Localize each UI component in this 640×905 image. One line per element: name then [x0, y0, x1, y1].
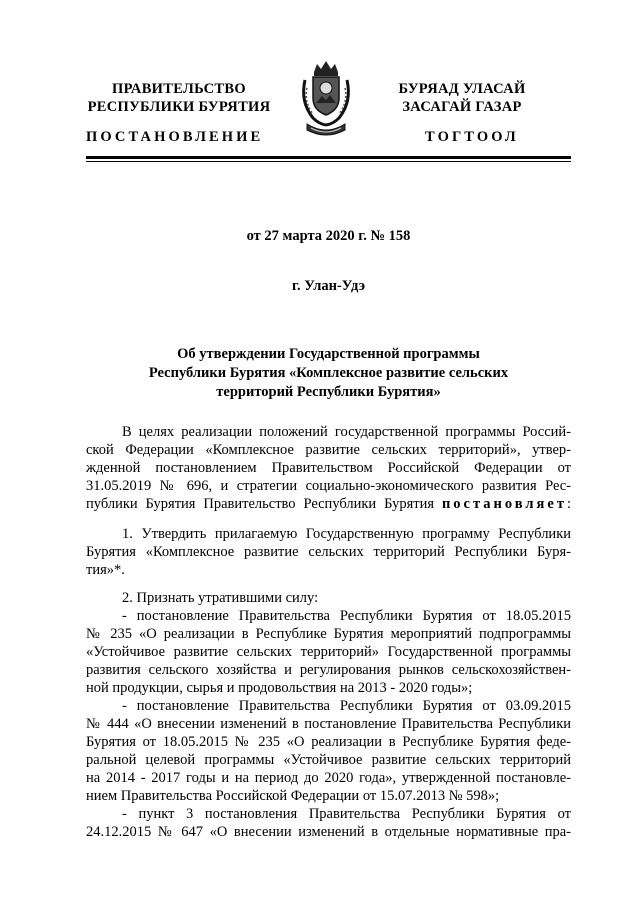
title-line1: Об утверждении Государственной программы — [177, 346, 480, 362]
preamble-text: публики Бурятия Правительство Республики Бурятия — [86, 496, 435, 512]
sub1-line: развития сельского хозяйства и регулирования рынков сельскохозяйствен- — [86, 662, 571, 678]
item2-heading: 2. Признать утратившими силу: — [122, 590, 319, 606]
preamble-line: ской Федерации «Комплексное развитие сельских территорий», утвер- — [86, 442, 571, 458]
header-left-line2: РЕСПУБЛИКИ БУРЯТИЯ — [87, 99, 271, 115]
header-left-line1: ПРАВИТЕЛЬСТВО — [112, 81, 246, 97]
doc-type-left: ПОСТАНОВЛЕНИЕ — [86, 129, 264, 145]
sub1-line: ной продукции, сырья и продовольствия на 2013 - 2020 годы»; — [86, 680, 473, 696]
sub2-line: № 444 «О внесении изменений в постановление Правительства Республики — [86, 716, 571, 732]
decree-colon: : — [566, 496, 571, 512]
sub2-line: нием Правительства Российской Федерации от 15.07.2013 № 598»; — [86, 788, 500, 804]
date-line: от 27 марта 2020 г. № 158 — [246, 228, 411, 244]
sub2-line: ральной целевой программы «Устойчивое развитие сельских территорий — [86, 752, 571, 768]
doc-type-right: ТОГТООЛ — [425, 129, 519, 145]
header-left — [86, 80, 272, 116]
sub3-line: - пункт 3 постановления Правительства Республики Бурятия от — [122, 806, 571, 822]
header-rule-thin — [86, 161, 571, 162]
item1-line: 1. Утвердить прилагаемую Государственную программу Республики — [122, 526, 571, 542]
preamble-line: В целях реализации положений государственной программы Россий- — [122, 424, 571, 440]
title-line2: Республики Бурятия «Комплексное развитие сельских — [148, 365, 509, 381]
item1-line: тия»*. — [86, 562, 125, 578]
coat-of-arms-icon — [297, 58, 355, 142]
document-title — [86, 345, 571, 402]
preamble-line: 31.05.2019 № 696, и стратегии социально-экономического развития Рес- — [86, 478, 571, 494]
header-rule-thick — [86, 156, 571, 159]
sub2-line: - постановление Правительства Республики Бурятия от 03.09.2015 — [122, 698, 571, 714]
header-right-line2: ЗАСАГАЙ ГАЗАР — [402, 99, 522, 115]
preamble-line: жденной постановлением Правительством Российской Федерации от — [86, 460, 571, 476]
city: г. Улан-Удэ — [292, 278, 365, 294]
sub1-line: «Устойчивое развитие сельских территорий» Государственной программы — [86, 644, 571, 660]
header-right — [382, 80, 542, 116]
sub3-line: 24.12.2015 № 647 «О внесении изменений в отдельные нормативные пра- — [86, 824, 571, 840]
sub1-line: - постановление Правительства Республики Бурятия от 18.05.2015 — [122, 608, 571, 624]
item1-line: Бурятия «Комплексное развитие сельских территорий Республики Буря- — [86, 544, 571, 560]
decree-word: постановляет — [441, 496, 567, 512]
preamble-last-line — [86, 495, 571, 513]
sub2-line: Бурятия от 18.05.2015 № 235 «О реализации в Республике Бурятия феде- — [86, 734, 571, 750]
sub2-line: на 2014 - 2017 годы и на период до 2020 года», утвержденной постановле- — [86, 770, 571, 786]
header-right-line1: БУРЯАД УЛАСАЙ — [398, 81, 526, 97]
title-line3: территорий Республики Бурятия» — [216, 384, 441, 400]
sub1-line: № 235 «О реализации в Республике Бурятия мероприятий подпрограммы — [86, 626, 571, 642]
